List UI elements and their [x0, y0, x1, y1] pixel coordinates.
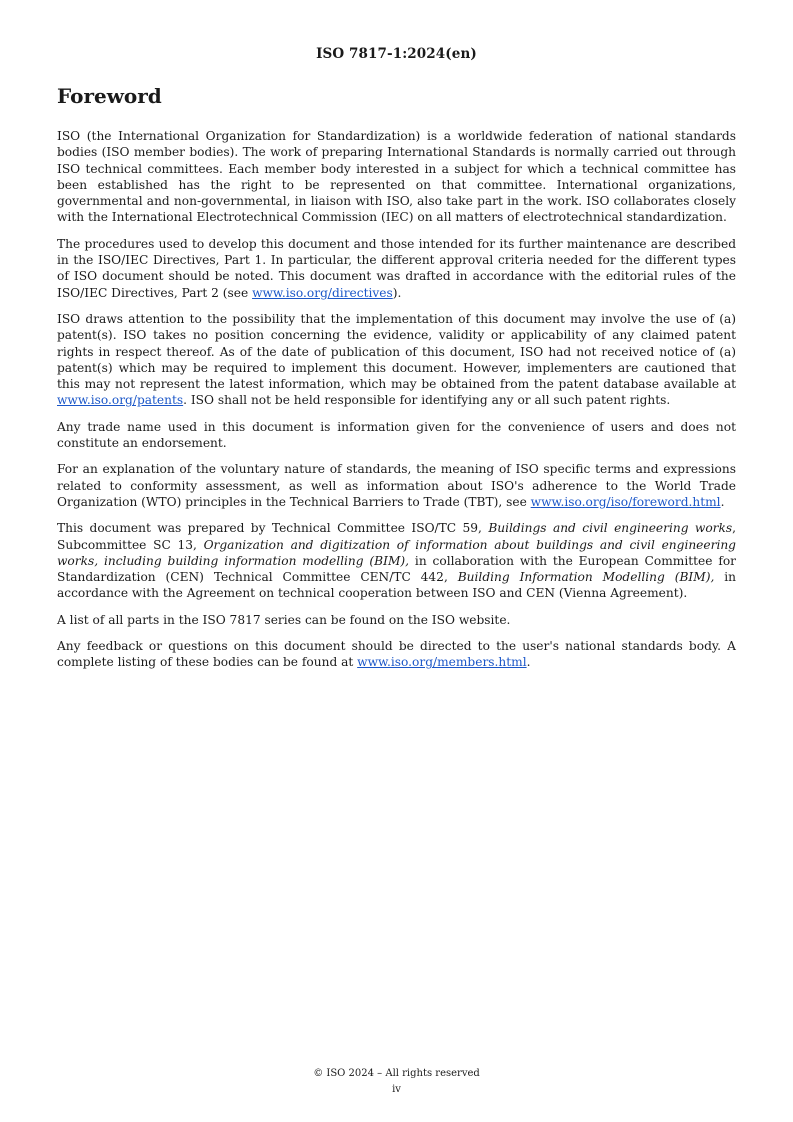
foreword-body [57, 128, 736, 681]
paragraph-text: ). [392, 285, 402, 300]
page-footer [0, 1066, 793, 1098]
paragraph-text: For an explanation of the voluntary nature of standards, the meaning of ISO specific terms and expressions related to conformity assessment, as well as information about ISO's adherence to the World Trade Organization (WTO) principles in the Technical Barriers to Trade (TBT), see [57, 462, 736, 509]
cen-committee-name: Building Information Modelling (BIM), [457, 570, 715, 585]
paragraph-text: Any feedback or questions on this document should be directed to the user's national standards body. A complete listing of these bodies can be found at [57, 639, 736, 670]
paragraph-procedures [57, 236, 736, 301]
directives-link[interactable]: www.iso.org/directives [252, 285, 393, 300]
foreword-link[interactable]: www.iso.org/iso/foreword.html [530, 494, 721, 509]
copyright-notice: © ISO 2024 – All rights reserved [313, 1068, 480, 1079]
page-number: iv [392, 1084, 401, 1095]
paragraph-text: ISO draws attention to the possibility that the implementation of this document may involve the use of (a) patent(s). ISO takes no position concerning the evidence, validity or applicability of any claimed patent rights in respect thereof. As of the date of publication of this document, ISO had not received notice of (a) patent(s) which may be required to implement this document. However, implementers are cautioned that this may not represent the latest information, which may be obtained from the patent database available at [57, 311, 736, 392]
members-link[interactable]: www.iso.org/members.html [357, 655, 527, 670]
paragraph-voluntary-nature [57, 461, 736, 510]
paragraph-iso-overview: ISO (the International Organization for Standardization) is a worldwide federation of national standards bodies (ISO member bodies). The work of preparing International Standards is normally carried out through ISO technical committees. Each member body interested in a subject for which a technical committee has been established has the right to be represented on that committee. International organizations, governmental and non-governmental, in liaison with ISO, also take part in the work. ISO collaborates closely with the International Electrotechnical Commission (IEC) on all matters of electrotechnical standardization. [57, 129, 736, 225]
paragraph-text: This document was prepared by Technical Committee ISO/TC 59, [57, 521, 489, 536]
subcommittee-name: Organization and digitization of information about buildings and civil engineering works, including building information modelling (BIM), [57, 537, 736, 568]
paragraph-text: . [526, 655, 531, 670]
paragraph-committee [57, 520, 736, 601]
page-title: Foreword [57, 84, 162, 108]
paragraph-series-parts: A list of all parts in the ISO 7817 series can be found on the ISO website. [57, 612, 511, 627]
committee-name: Buildings and civil engineering works [488, 521, 733, 536]
document-id-header: ISO 7817-1:2024(en) [316, 46, 477, 62]
paragraph-text: . [720, 494, 725, 509]
paragraph-text: The procedures used to develop this document and those intended for its further maintenance are described in the ISO/IEC Directives, Part 1. In particular, the different approval criteria needed for the different types of ISO document should be noted. This document was drafted in accordance with the editorial rules of the ISO/IEC Directives, Part 2 (see [57, 236, 736, 300]
paragraph-patents [57, 311, 736, 409]
paragraph-text: , Subcommittee SC 13, [57, 521, 737, 552]
paragraph-text: . ISO shall not be held responsible for identifying any or all such patent rights. [183, 393, 671, 408]
paragraph-trade-name: Any trade name used in this document is information given for the convenience of users and does not constitute an endorsement. [57, 419, 736, 451]
paragraph-feedback [57, 638, 736, 671]
paragraph-text: in collaboration with the European Committee for Standardization (CEN) Technical Committee CEN/TC 442, [57, 553, 737, 585]
paragraph-text: in accordance with the Agreement on technical cooperation between ISO and CEN (Vienna Agreement). [57, 570, 736, 601]
patents-link[interactable]: www.iso.org/patents [57, 393, 184, 408]
